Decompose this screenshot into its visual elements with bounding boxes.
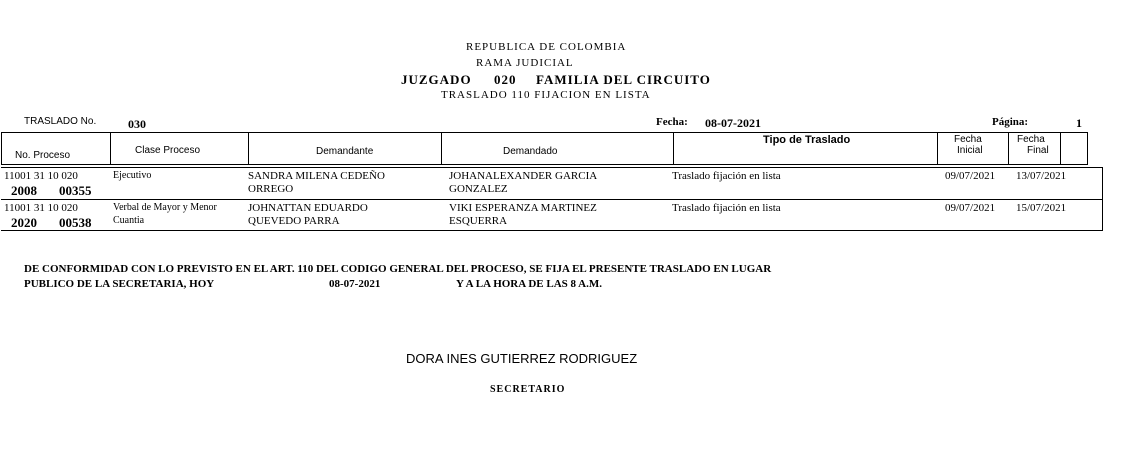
row-tipo: Traslado fijación en lista [672, 170, 781, 182]
col-fecha-final-1: Fecha [1017, 134, 1045, 145]
row-demandante-2: QUEVEDO PARRA [248, 215, 340, 227]
header-rama: RAMA JUDICIAL [476, 57, 574, 69]
row-clase-1: Verbal de Mayor y Menor [113, 202, 217, 213]
pagina-label: Página: [992, 116, 1029, 128]
row-demandante-1: SANDRA MILENA CEDEÑO [248, 170, 385, 182]
row-demandado-1: JOHANALEXANDER GARCIA [449, 170, 598, 182]
row-clase: Ejecutivo [113, 170, 152, 181]
fecha-label: Fecha: [656, 116, 688, 128]
row-demandado-2: ESQUERRA [449, 215, 508, 227]
row-process-num: 00355 [59, 183, 92, 198]
signer-role: SECRETARIO [490, 384, 566, 395]
col-demandado: Demandado [503, 146, 558, 157]
header-traslado-title: TRASLADO 110 FIJACION EN LISTA [441, 89, 651, 101]
col-tipo-traslado: Tipo de Traslado [763, 134, 851, 146]
row-tipo: Traslado fijación en lista [672, 202, 781, 214]
row-process-year: 2020 [11, 215, 37, 230]
row-demandante-1: JOHNATTAN EDUARDO [248, 202, 368, 214]
row-fecha-inicial: 09/07/2021 [945, 170, 996, 182]
row-process-code: 11001 31 10 020 [4, 202, 78, 214]
traslado-number: 030 [128, 117, 146, 131]
row-process-num: 00538 [59, 215, 92, 230]
col-fecha-final-2: Final [1027, 145, 1049, 156]
row-process-year: 2008 [11, 183, 37, 198]
footer-hour: Y A LA HORA DE LAS 8 A.M. [456, 278, 602, 290]
footer-statement-line1: DE CONFORMIDAD CON LO PREVISTO EN EL ART. 110 DEL CODIGO GENERAL DEL PROCESO, SE FIJA EL PRESENTE TRASLADO EN LUGAR [24, 263, 772, 275]
row-fecha-final: 13/07/2021 [1016, 170, 1067, 182]
header-juzgado-name: FAMILIA DEL CIRCUITO [536, 72, 711, 87]
header-juzgado-label: JUZGADO [401, 72, 472, 87]
col-no-proceso: No. Proceso [15, 150, 71, 161]
row-demandante-2: ORREGO [248, 183, 294, 195]
row-clase-2: Cuantia [113, 215, 145, 226]
col-clase-proceso: Clase Proceso [135, 145, 201, 156]
row-process-code: 11001 31 10 020 [4, 170, 78, 182]
col-fecha-inicial-2: Inicial [957, 145, 983, 156]
traslado-label: TRASLADO No. [24, 116, 97, 127]
row-demandado-2: GONZALEZ [449, 183, 508, 195]
header-republica: REPUBLICA DE COLOMBIA [466, 41, 627, 53]
fecha-value: 08-07-2021 [705, 116, 761, 130]
col-demandante: Demandante [316, 146, 374, 157]
row-fecha-inicial: 09/07/2021 [945, 202, 996, 214]
row-demandado-1: VIKI ESPERANZA MARTINEZ [449, 202, 597, 214]
row-fecha-final: 15/07/2021 [1016, 202, 1067, 214]
col-fecha-inicial-1: Fecha [954, 134, 982, 145]
pagina-value: 1 [1076, 116, 1082, 130]
footer-date: 08-07-2021 [329, 278, 381, 290]
header-juzgado-num: 020 [494, 72, 517, 87]
footer-statement-line2: PUBLICO DE LA SECRETARIA, HOY [24, 278, 215, 290]
signer-name: DORA INES GUTIERREZ RODRIGUEZ [406, 351, 638, 366]
